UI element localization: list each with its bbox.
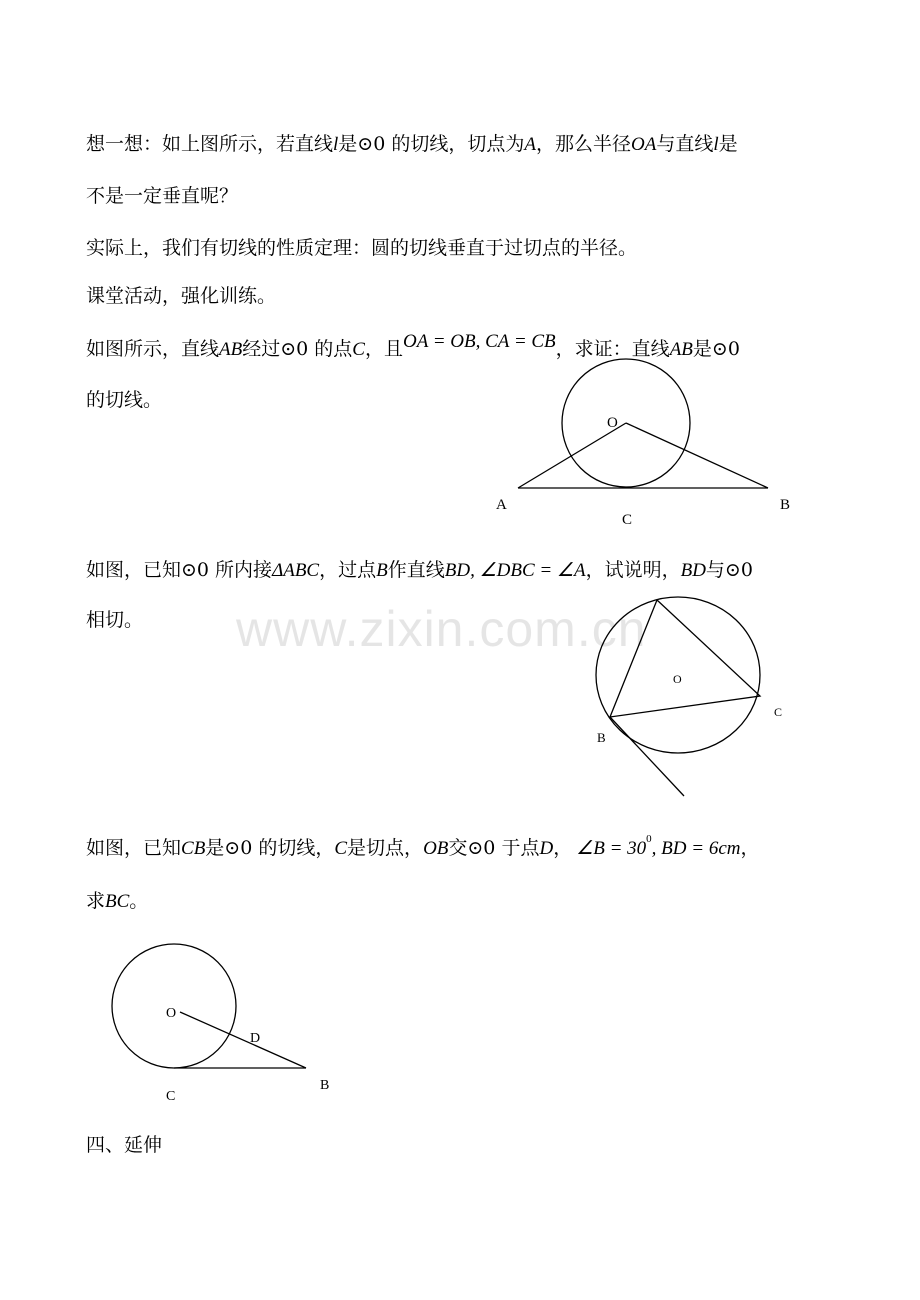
figure2-label-O: O [673,672,682,686]
figure2-label-B: B [597,730,606,745]
text: 是 [718,133,738,155]
text: ， [740,837,760,859]
math-BD: BD [680,560,706,581]
figure1-label-C: C [622,512,633,528]
figure2-triangle [610,600,760,717]
figure3-line-OB [180,1012,306,1068]
para1-line2: 不是一定垂直呢？ [86,185,239,207]
figure3-label-C: C [166,1089,176,1104]
text: 是⊙0 [692,338,740,360]
text: ， [553,837,573,859]
text: 如图，已知 [86,837,182,859]
figure2-line-BD [610,717,684,796]
text: 求 [86,890,106,912]
section-heading: 四、延伸 [86,1134,163,1156]
problem2-line2: 相切。 [86,609,144,631]
figure1-label-B: B [780,497,791,513]
math-l: l [713,134,719,155]
para3: 课堂活动，强化训练。 [86,285,277,307]
text: 经过⊙0 的点 [242,338,353,360]
text: 作直线 [387,559,445,581]
para2: 实际上，我们有切线的性质定理：圆的切线垂直于过切点的半径。 [86,237,638,259]
math-BD: , BD = 6cm [651,838,741,859]
text: 是⊙0 的切线，切点为 [338,133,525,155]
text: 想一想：如上图所示，若直线 [86,133,334,155]
problem1-line2: 的切线。 [86,389,163,411]
math-BC: BC [105,891,130,912]
math-AB: AB [219,339,243,360]
text: ，那么半径 [535,133,631,155]
figure3 [112,944,306,1068]
math-triangle: ΔABC [272,560,320,581]
figure1-label-O: O [607,415,618,431]
text: 如图所示，直线 [86,338,220,360]
math-C: C [352,339,365,360]
math-degree: 0 [646,833,652,845]
math-A: A [524,134,536,155]
math-CB: CB [181,838,206,859]
figure3-label-D: D [250,1031,261,1046]
text: 是⊙0 的切线， [205,837,335,859]
math-condition: BD, ∠DBC = ∠A [444,560,586,581]
math-OA: OA [630,134,657,155]
text: 。 [129,890,149,912]
text: ，且 [364,338,403,360]
text: ，求证：直线 [555,338,670,360]
math-OB: OB [423,838,449,859]
text: ，试说明， [585,559,681,581]
text: 与⊙0 [705,559,753,581]
math-D: D [539,838,554,859]
math-AB: AB [669,339,693,360]
figure2-label-C: C [774,705,783,719]
math-C: C [334,838,348,859]
text: 是切点， [347,837,424,859]
figure1-line-OA [518,423,626,488]
math-condition: OA = OB, CA = CB [403,331,556,352]
figure3-label-O: O [166,1006,177,1021]
text: ，过点 [319,559,377,581]
math-l: l [333,134,339,155]
figure3-label-B: B [320,1078,330,1093]
math-B: B [376,560,388,581]
text: 与直线 [656,133,714,155]
figure1-label-A: A [496,497,507,513]
figure1-line-OB [626,423,768,488]
watermark: www.zixin.com.cn [236,601,647,657]
text: 如图，已知⊙0 所内接 [86,559,273,581]
text: 交⊙0 于点 [448,837,540,859]
figure1 [518,359,768,488]
math-angle: ∠B = 30 [576,838,647,859]
figure2 [596,597,760,796]
